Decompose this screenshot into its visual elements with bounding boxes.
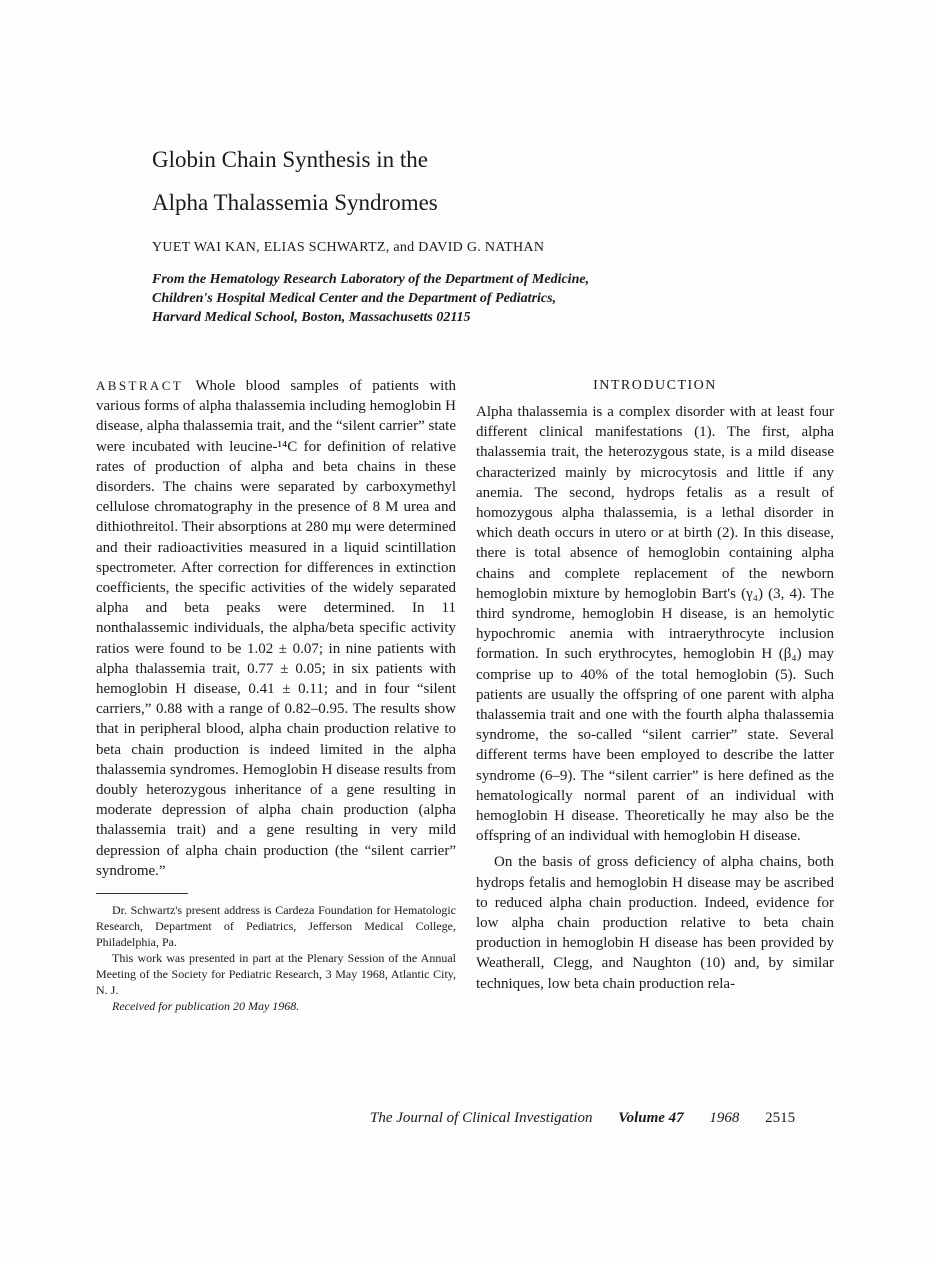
- affiliation: [152, 270, 772, 327]
- footnote-address: Dr. Schwartz's present address is Cardeza Foundation for Hematologic Research, Department of Pediatrics, Jefferson Medical College, Philadelphia, Pa.: [96, 903, 456, 950]
- affiliation-line-3: Harvard Medical School, Boston, Massachusetts 02115: [152, 310, 471, 325]
- introduction-heading: INTRODUCTION: [593, 378, 717, 393]
- title-line-2: Alpha Thalassemia Syndromes: [152, 190, 438, 215]
- affiliation-line-1: From the Hematology Research Laboratory of the Department of Medicine,: [152, 272, 590, 287]
- journal-name: The Journal of Clinical Investigation: [370, 1110, 593, 1126]
- article-title: [152, 138, 752, 224]
- introduction-paragraph-2: On the basis of gross deficiency of alpha chains, both hydrops fetalis and hemoglobin H disease may be ascribed to reduced alpha chain production. Indeed, evidence for low alpha chain production relative to beta chain production in hemoglobin H disease has been provided by Weatherall, Clegg, and Naughton (10) and, by similar techniques, low beta chain production rela-: [476, 854, 834, 992]
- footnotes: [96, 902, 456, 1014]
- footnote-received: Received for publication 20 May 1968.: [112, 999, 300, 1014]
- right-column: [476, 376, 834, 994]
- abstract-label: ABSTRACT: [96, 378, 184, 393]
- author-list: YUET WAI KAN, ELIAS SCHWARTZ, and DAVID G. NATHAN: [152, 240, 545, 255]
- introduction-paragraph-1: Alpha thalassemia is a complex disorder with at least four different clinical manifestations (1). The first, alpha thalassemia trait, the heterozygous state, is a mild disease characterized mainly by microcytosis and little if any anemia. The second, hydrops fetalis as a result of homozygous alpha thalassemia, is a lethal disorder in which death occurs in utero or at birth (2). In this disease, there is total absence of hemoglobin containing alpha chains and complete replacement of the newborn hemoglobin mixture by hemoglobin Bart's (γ₄) (3, 4). The third syndrome, hemoglobin H disease, is an hemolytic hypochromic anemia with intraerythrocyte inclusion formation. In such erythrocytes, hemoglobin H (β₄) may comprise up to 40% of the total hemoglobin (5). Such patients are usually the offspring of one parent with alpha thalassemia trait and one with the fourth alpha thalassemia syndrome, the so-called “silent carrier” state. Several different terms have been employed to describe the latter syndrome (6–9). The “silent carrier” is here defined as the hematologically normal parent of an individual with hemoglobin H disease. Theoretically he may also be the offspring of an individual with hemoglobin H disease.: [476, 404, 834, 845]
- abstract-text: Whole blood samples of patients with various forms of alpha thalassemia including hemoglobin H disease, alpha thalassemia trait, and the “silent carrier” state were incubated with leucine-¹⁴C for definition of relative rates of production of alpha and beta chains in these disorders. The chains were separated by carboxymethyl cellulose chromatography in the presence of 8 M urea and dithiothreitol. Their absorptions at 280 mμ were determined and their radioactivities measured in a liquid scintillation spectrometer. After correction for differences in extinction coefficients, the specific activities of the widely separated alpha and beta peaks were determined. In 11 nonthalassemic individuals, the alpha/beta specific activity ratios were found to be 1.02 ± 0.07; in nine patients with alpha thalassemia trait, 0.77 ± 0.05; in six patients with hemoglobin H disease, 0.41 ± 0.11; and in four “silent carriers,” 0.88 with a range of 0.82–0.95. The results show that in peripheral blood, alpha chain production relative to beta chain production is indeed limited in the alpha thalassemia syndromes. Hemoglobin H disease results from doubly heterozygous inheritance of a gene resulting in moderate depression of alpha chain production (alpha thalassemia trait) and a gene resulting in very mild depression of alpha chain production (the “silent carrier” syndrome.”: [96, 378, 457, 879]
- footnote-divider: [96, 893, 188, 894]
- footnote-presentation: This work was presented in part at the Plenary Session of the Annual Meeting of the Society for Pediatric Research, 3 May 1968, Atlantic City, N. J.: [96, 951, 456, 998]
- left-column: [96, 376, 456, 1014]
- affiliation-line-2: Children's Hospital Medical Center and the Department of Pediatrics,: [152, 291, 557, 306]
- title-line-1: Globin Chain Synthesis in the: [152, 147, 428, 172]
- abstract: [96, 376, 456, 881]
- page-footer: [370, 1110, 840, 1127]
- journal-year: 1968: [709, 1110, 740, 1126]
- journal-volume: Volume 47: [618, 1110, 684, 1126]
- page-number: 2515: [765, 1110, 796, 1126]
